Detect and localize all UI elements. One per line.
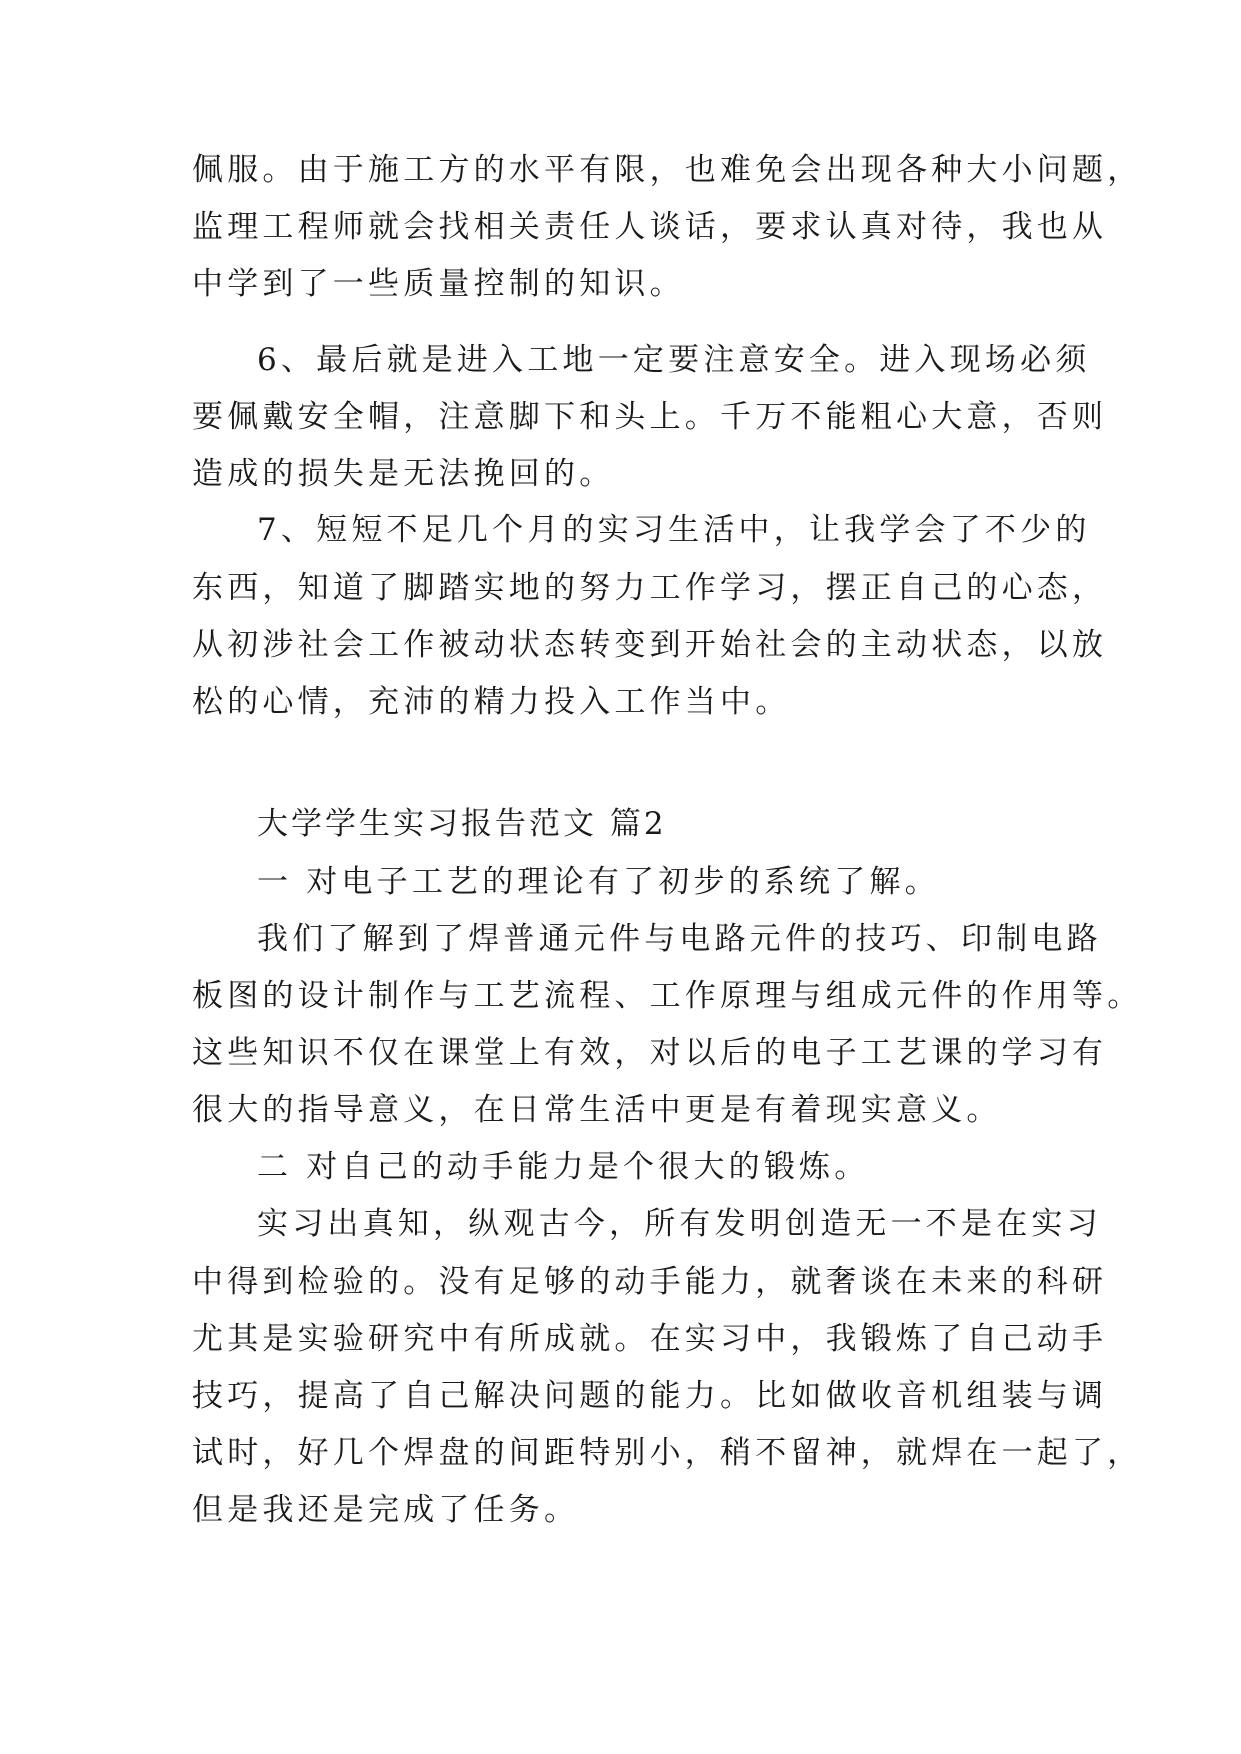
section-heading: 大学学生实习报告范文 篇2 xyxy=(257,806,667,842)
paragraph-line: 造成的损失是无法挽回的。 xyxy=(192,456,615,492)
paragraph-line: 这些知识不仅在课堂上有效，对以后的电子工艺课的学习有 xyxy=(192,1035,1108,1071)
paragraph-line: 中学到了一些质量控制的知识。 xyxy=(192,266,685,302)
paragraph-line: 从初涉社会工作被动状态转变到开始社会的主动状态，以放 xyxy=(192,627,1108,663)
paragraph-line: 中得到检验的。没有足够的动手能力，就奢谈在未来的科研 xyxy=(192,1264,1108,1300)
paragraph-line: 试时，好几个焊盘的间距特别小，稍不留神，就焊在一起了， xyxy=(192,1435,1143,1471)
paragraph-line: 6、最后就是进入工地一定要注意安全。进入现场必须 xyxy=(257,342,1091,378)
paragraph-line: 7、短短不足几个月的实习生活中，让我学会了不少的 xyxy=(257,512,1091,548)
paragraph-line: 板图的设计制作与工艺流程、工作原理与组成元件的作用等。 xyxy=(192,978,1143,1014)
paragraph-line: 东西，知道了脚踏实地的努力工作学习，摆正自己的心态， xyxy=(192,570,1108,606)
paragraph-line: 但是我还是完成了任务。 xyxy=(192,1492,580,1528)
subheading: 二 对自己的动手能力是个很大的锻炼。 xyxy=(257,1149,870,1185)
paragraph-line: 实习出真知，纵观古今，所有发明创造无一不是在实习 xyxy=(257,1206,1102,1242)
paragraph-line: 要佩戴安全帽，注意脚下和头上。千万不能粗心大意，否则 xyxy=(192,399,1108,435)
paragraph-line: 佩服。由于施工方的水平有限，也难免会出现各种大小问题， xyxy=(192,152,1143,188)
paragraph-line: 尤其是实验研究中有所成就。在实习中，我锻炼了自己动手 xyxy=(192,1321,1108,1357)
paragraph-line: 很大的指导意义，在日常生活中更是有着现实意义。 xyxy=(192,1092,1002,1128)
subheading: 一 对电子工艺的理论有了初步的系统了解。 xyxy=(257,864,940,900)
paragraph-line: 我们了解到了焊普通元件与电路元件的技巧、印制电路 xyxy=(257,921,1102,957)
paragraph-line: 监理工程师就会找相关责任人谈话，要求认真对待，我也从 xyxy=(192,209,1108,245)
paragraph-line: 技巧，提高了自己解决问题的能力。比如做收音机组装与调 xyxy=(192,1378,1108,1414)
paragraph-line: 松的心情，充沛的精力投入工作当中。 xyxy=(192,684,791,720)
